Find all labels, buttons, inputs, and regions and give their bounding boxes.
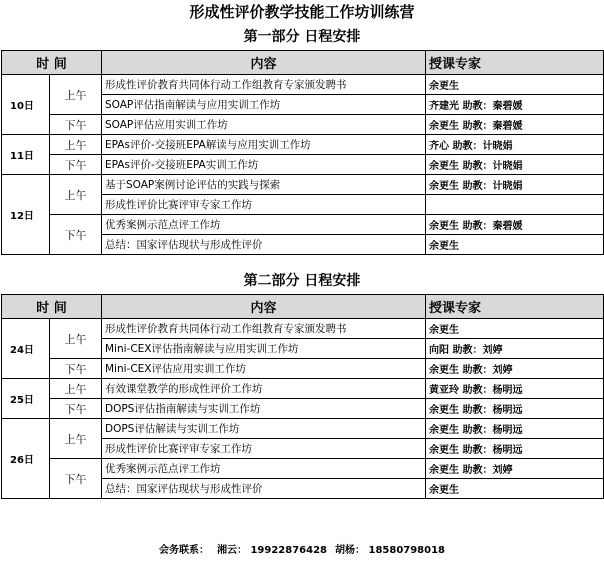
teacher-cell: 余更生	[426, 319, 604, 339]
period-cell: 下午	[50, 115, 102, 135]
header-row	[2, 295, 604, 319]
part1-title: 第一部分 日程安排	[243, 29, 361, 45]
table-row	[2, 115, 604, 135]
activity-cell: EPAs评价-交接班EPA解读与应用实训工作坊	[102, 135, 426, 155]
activity-cell: 形成性评价比赛评审专家工作坊	[102, 439, 426, 459]
day-cell: 24日	[2, 319, 50, 379]
teacher-cell	[426, 195, 604, 215]
contact-footer	[0, 541, 604, 561]
table-row	[2, 135, 604, 155]
table-row	[2, 379, 604, 399]
day-cell: 26日	[2, 419, 50, 499]
period-cell: 下午	[50, 359, 102, 379]
activity-cell: Mini-CEX评估指南解读与应用实训工作坊	[102, 339, 426, 359]
activity-cell: EPAs评价-交接班EPA实训工作坊	[102, 155, 426, 175]
period-cell: 上午	[50, 419, 102, 459]
contact-label: 会务联系：	[158, 545, 209, 556]
contact-huyang: 胡杨： 18580798018	[335, 545, 446, 556]
teacher-cell: 齐建光 助教：秦碧媛	[426, 95, 604, 115]
activity-cell: Mini-CEX评估应用实训工作坊	[102, 359, 426, 379]
schedule-table-part2	[1, 294, 604, 499]
activity-cell: 有效课堂教学的形成性评价工作坊	[102, 379, 426, 399]
table-row	[2, 319, 604, 339]
teacher-cell: 余更生	[426, 479, 604, 499]
day-cell: 11日	[2, 135, 50, 175]
table-row	[2, 459, 604, 479]
page-title: 形成性评价教学技能工作坊训练营	[189, 3, 415, 21]
period-cell: 上午	[50, 135, 102, 155]
teacher-cell: 余更生 助教：杨明远	[426, 419, 604, 439]
header-teacher: 授课专家	[426, 295, 604, 319]
teacher-cell: 余更生 助教：刘婷	[426, 459, 604, 479]
contact-xiangyun: 湘云： 19922876428	[216, 545, 327, 556]
day-cell: 12日	[2, 175, 50, 255]
activity-cell: 形成性评价教育共同体行动工作组教育专家颁发聘书	[102, 75, 426, 95]
table-row	[2, 419, 604, 439]
day-cell: 10日	[2, 75, 50, 135]
table-row	[2, 175, 604, 195]
period-cell: 上午	[50, 75, 102, 115]
header-teacher: 授课专家	[426, 51, 604, 75]
table-row	[2, 399, 604, 419]
activity-cell: SOAP评估指南解读与应用实训工作坊	[102, 95, 426, 115]
teacher-cell: 齐心 助教：计晓娟	[426, 135, 604, 155]
teacher-cell: 余更生	[426, 75, 604, 95]
header-content: 内容	[102, 51, 426, 75]
header-row	[2, 51, 604, 75]
activity-cell: 总结：国家评估现状与形成性评价	[102, 235, 426, 255]
period-cell: 下午	[50, 459, 102, 499]
activity-cell: 形成性评价教育共同体行动工作组教育专家颁发聘书	[102, 319, 426, 339]
teacher-cell: 余更生 助教：秦碧媛	[426, 215, 604, 235]
table-row	[2, 155, 604, 175]
table-row	[2, 359, 604, 379]
table-row	[2, 215, 604, 235]
teacher-cell: 余更生 助教：刘婷	[426, 359, 604, 379]
activity-cell: 基于SOAP案例讨论评估的实践与探索	[102, 175, 426, 195]
table-row	[2, 75, 604, 95]
teacher-cell: 余更生 助教：计晓娟	[426, 175, 604, 195]
activity-cell: 形成性评价比赛评审专家工作坊	[102, 195, 426, 215]
teacher-cell: 黄亚玲 助教：杨明远	[426, 379, 604, 399]
teacher-cell: 余更生 助教：杨明远	[426, 399, 604, 419]
period-cell: 下午	[50, 215, 102, 255]
activity-cell: DOPS评估指南解读与实训工作坊	[102, 399, 426, 419]
activity-cell: 总结：国家评估现状与形成性评价	[102, 479, 426, 499]
header-time: 时 间	[2, 295, 102, 319]
activity-cell: DOPS评估解读与实训工作坊	[102, 419, 426, 439]
schedule-table-part1	[1, 50, 604, 255]
activity-cell: 优秀案例示范点评工作坊	[102, 459, 426, 479]
activity-cell: 优秀案例示范点评工作坊	[102, 215, 426, 235]
teacher-cell: 向阳 助教：刘婷	[426, 339, 604, 359]
period-cell: 上午	[50, 319, 102, 359]
day-cell: 25日	[2, 379, 50, 419]
teacher-cell: 余更生 助教：秦碧媛	[426, 115, 604, 135]
teacher-cell: 余更生	[426, 235, 604, 255]
header-time: 时 间	[2, 51, 102, 75]
part2-title: 第二部分 日程安排	[243, 273, 361, 289]
period-cell: 上午	[50, 379, 102, 399]
period-cell: 下午	[50, 399, 102, 419]
period-cell: 上午	[50, 175, 102, 215]
period-cell: 下午	[50, 155, 102, 175]
teacher-cell: 余更生 助教：杨明远	[426, 439, 604, 459]
activity-cell: SOAP评估应用实训工作坊	[102, 115, 426, 135]
header-content: 内容	[102, 295, 426, 319]
teacher-cell: 余更生 助教：计晓娟	[426, 155, 604, 175]
